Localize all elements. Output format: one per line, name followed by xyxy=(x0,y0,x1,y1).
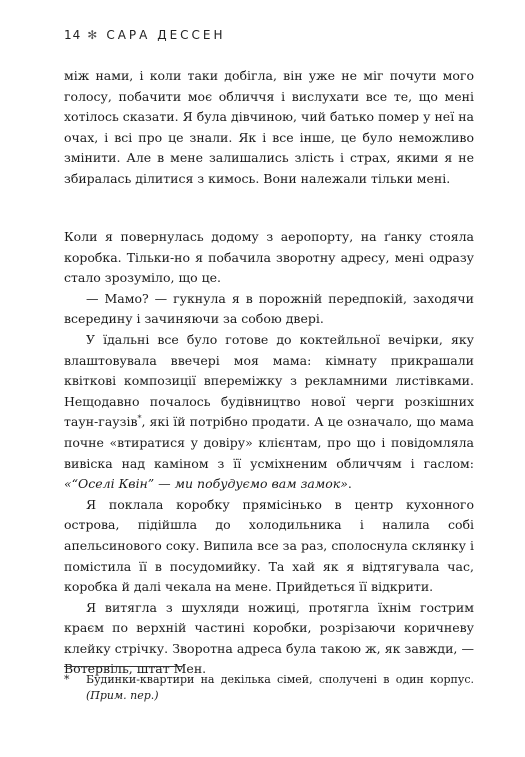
paragraph: Коли я повернулась додому з аеропорту, на ґанку стояла коробка. Тільки-но я побачила зворотну адресу, мені одразу стало зрозуміло, що це. xyxy=(64,229,474,286)
paragraph: Я витягла з шухляди ножиці, протягла їхнім гострим краєм по верхній частині коробки, розрізаючи коричневу клейку стрічку. Зворотна адреса була такою ж, як завжди, — Вотервіль, штат Мен. xyxy=(64,599,474,677)
paragraph: Я поклала коробку прямісінько в центр кухонного острова, підійшла до холодильника і налила собі апельсинового соку. Випила все за раз, сполоснула склянку і помістила її в посудомийку. Та хай як я відтягувала час, коробка й далі чекала на мене. Прийдеться її відкрити. xyxy=(64,496,474,595)
text-block-1 xyxy=(64,66,474,190)
flower-ornament-icon: ✻ xyxy=(87,28,101,42)
footnote xyxy=(64,672,474,704)
footnote-text: Будинки-квартири на декілька сімей, сполучені в один корпус. xyxy=(86,673,474,686)
page-number: 14 xyxy=(64,28,82,42)
translator-note: (Прим. пер.) xyxy=(86,689,159,702)
footnote-marker[interactable]: * xyxy=(137,414,142,424)
paragraph-text: . xyxy=(347,476,352,492)
paragraph: — Мамо? — гукнула я в порожній передпокій, заходячи всередину і зачиняючи за собою двері. xyxy=(64,290,474,327)
text-block-2 xyxy=(64,227,474,680)
running-header xyxy=(64,28,226,42)
footnote-body xyxy=(86,672,474,704)
paragraph: між нами, і коли таки добігла, він уже не міг почути мого голосу, побачити моє обличчя і вислухати все те, що мені хотілось сказати. Я була дівчиною, чий батько помер у неї на очах, і всі про це знали. Як і все інше, це було неможливо змінити. Але в мене залишались злість і страх, якими я не збиралась ділитися з кимось. Вони належали тільки мені. xyxy=(64,68,474,186)
paragraph-text: , які їй потрібно продати. А це означало, що мама почне «втиратися у довіру» клієнтам, про що і повідомляла вивіска над каміном з її усміхненим обличчям і гаслом: xyxy=(64,414,474,471)
author-name: САРА ДЕССЕН xyxy=(106,28,226,42)
slogan: «“Оселі Квін” — ми побудуємо вам замок» xyxy=(64,476,348,492)
paragraph-text: У їдальні все було готове до коктейльної вечірки, яку влаштовувала ввечері моя мама: кімнату прикрашали квіткові композиції впереміжку з рекламними листівками. Нещодавно почалось будівництво нової черги розкішних таун-гаузів xyxy=(64,331,474,430)
paragraph xyxy=(64,330,474,495)
footnote-divider xyxy=(64,666,182,667)
footnote-mark: * xyxy=(64,673,70,686)
